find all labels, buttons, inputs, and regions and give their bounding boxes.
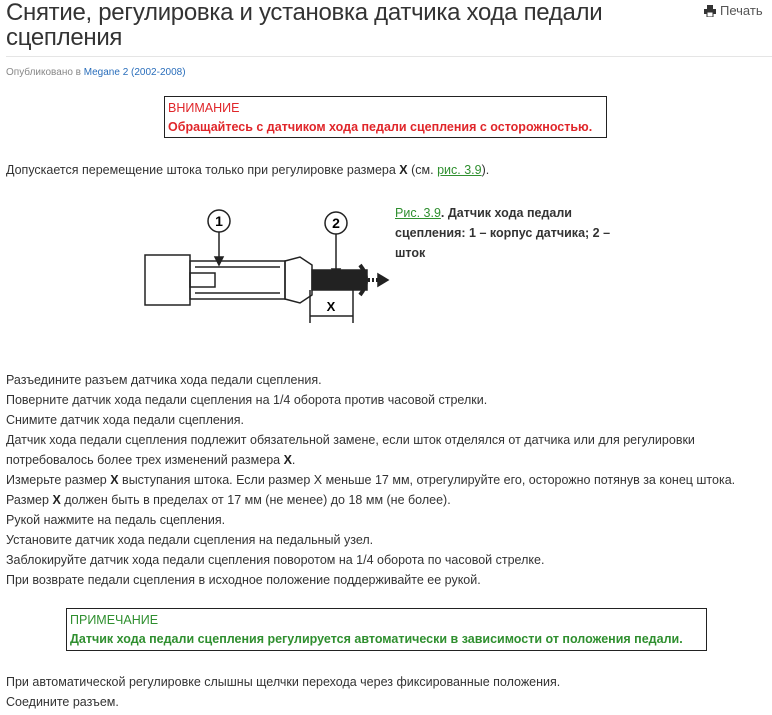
step-text: Поверните датчик хода педали сцепления на 1/4 оборота против часовой стрелки. xyxy=(6,393,488,407)
step-item xyxy=(6,390,772,410)
category-link[interactable]: Megane 2 (2002-2008) xyxy=(83,67,186,78)
warning-text: Обращайтесь с датчиком хода педали сцепления с осторожностью. xyxy=(168,120,593,134)
intro-bold: X xyxy=(399,163,408,177)
step-text-post: . xyxy=(291,453,296,467)
print-label: Печать xyxy=(720,3,763,18)
published-prefix: Опубликовано в xyxy=(6,67,84,78)
steps-list xyxy=(6,370,772,590)
step-text-post: выступания штока. Если размер X меньше 17 мм, отрегулируйте его, осторожно потянув за конец штока. xyxy=(118,473,736,487)
intro-post: ). xyxy=(481,163,490,177)
step-text: Установите датчик хода педали сцепления на педальный узел. xyxy=(6,533,374,547)
final-step-2: Соедините разъем. xyxy=(6,695,119,709)
intro-mid: (см. xyxy=(407,163,438,177)
step-text: Датчик хода педали сцепления подлежит обязательной замене, если шток отделялся от датчика или для регулировки потребовалось более трех изменений размера xyxy=(6,433,695,467)
step-text-post: должен быть в пределах от 17 мм (не менее) до 18 мм (не более). xyxy=(60,493,451,507)
step-item xyxy=(6,510,772,530)
step-item xyxy=(6,570,772,590)
step-bold: X xyxy=(52,493,61,507)
step-item xyxy=(6,430,772,470)
step-text: Заблокируйте датчик хода педали сцепления поворотом на 1/4 оборота по часовой стрелке. xyxy=(6,553,545,567)
printer-icon xyxy=(704,5,716,17)
page-title: Снятие, регулировка и установка датчика хода педали сцепления xyxy=(6,0,603,51)
note-title: ПРИМЕЧАНИЕ xyxy=(70,613,159,627)
step-item xyxy=(6,550,772,570)
step-text: Измерьте размер xyxy=(6,473,111,487)
step-item xyxy=(6,470,772,490)
step-item xyxy=(6,490,772,510)
published-info xyxy=(6,67,186,78)
dimension-x: X xyxy=(326,299,336,314)
step-item xyxy=(6,370,772,390)
step-text: Рукой нажмите на педаль сцепления. xyxy=(6,513,226,527)
callout-2: 2 xyxy=(332,215,340,231)
figure-caption-link[interactable]: Рис. 3.9 xyxy=(395,206,441,220)
warning-title: ВНИМАНИЕ xyxy=(168,101,240,115)
final-step-1: При автоматической регулировке слышны щелчки перехода через фиксированные положения. xyxy=(6,675,561,689)
warning-box xyxy=(164,96,607,138)
figure-caption-text: . Датчик хода педали сцепления: 1 – корпус датчика; 2 – шток xyxy=(395,206,611,260)
step-bold: X xyxy=(110,473,119,487)
intro-pre: Допускается перемещение штока только при регулировке размера xyxy=(6,163,400,177)
step-text: Снимите датчик хода педали сцепления. xyxy=(6,413,244,427)
figure-caption xyxy=(395,203,635,263)
note-text: Датчик хода педали сцепления регулируется автоматически в зависимости от положения педали. xyxy=(70,632,683,646)
step-bold: X xyxy=(283,453,292,467)
step-item xyxy=(6,530,772,550)
step-item xyxy=(6,410,772,430)
note-box xyxy=(66,608,707,651)
step-text: Размер xyxy=(6,493,53,507)
divider xyxy=(6,56,772,57)
callout-1: 1 xyxy=(215,213,223,229)
step-text: При возврате педали сцепления в исходное положение поддерживайте ее рукой. xyxy=(6,573,481,587)
intro-text xyxy=(6,160,489,180)
print-button[interactable] xyxy=(704,3,763,18)
sensor-diagram xyxy=(140,205,390,330)
figure-link[interactable]: рис. 3.9 xyxy=(437,163,482,177)
step-text: Разъедините разъем датчика хода педали сцепления. xyxy=(6,373,322,387)
